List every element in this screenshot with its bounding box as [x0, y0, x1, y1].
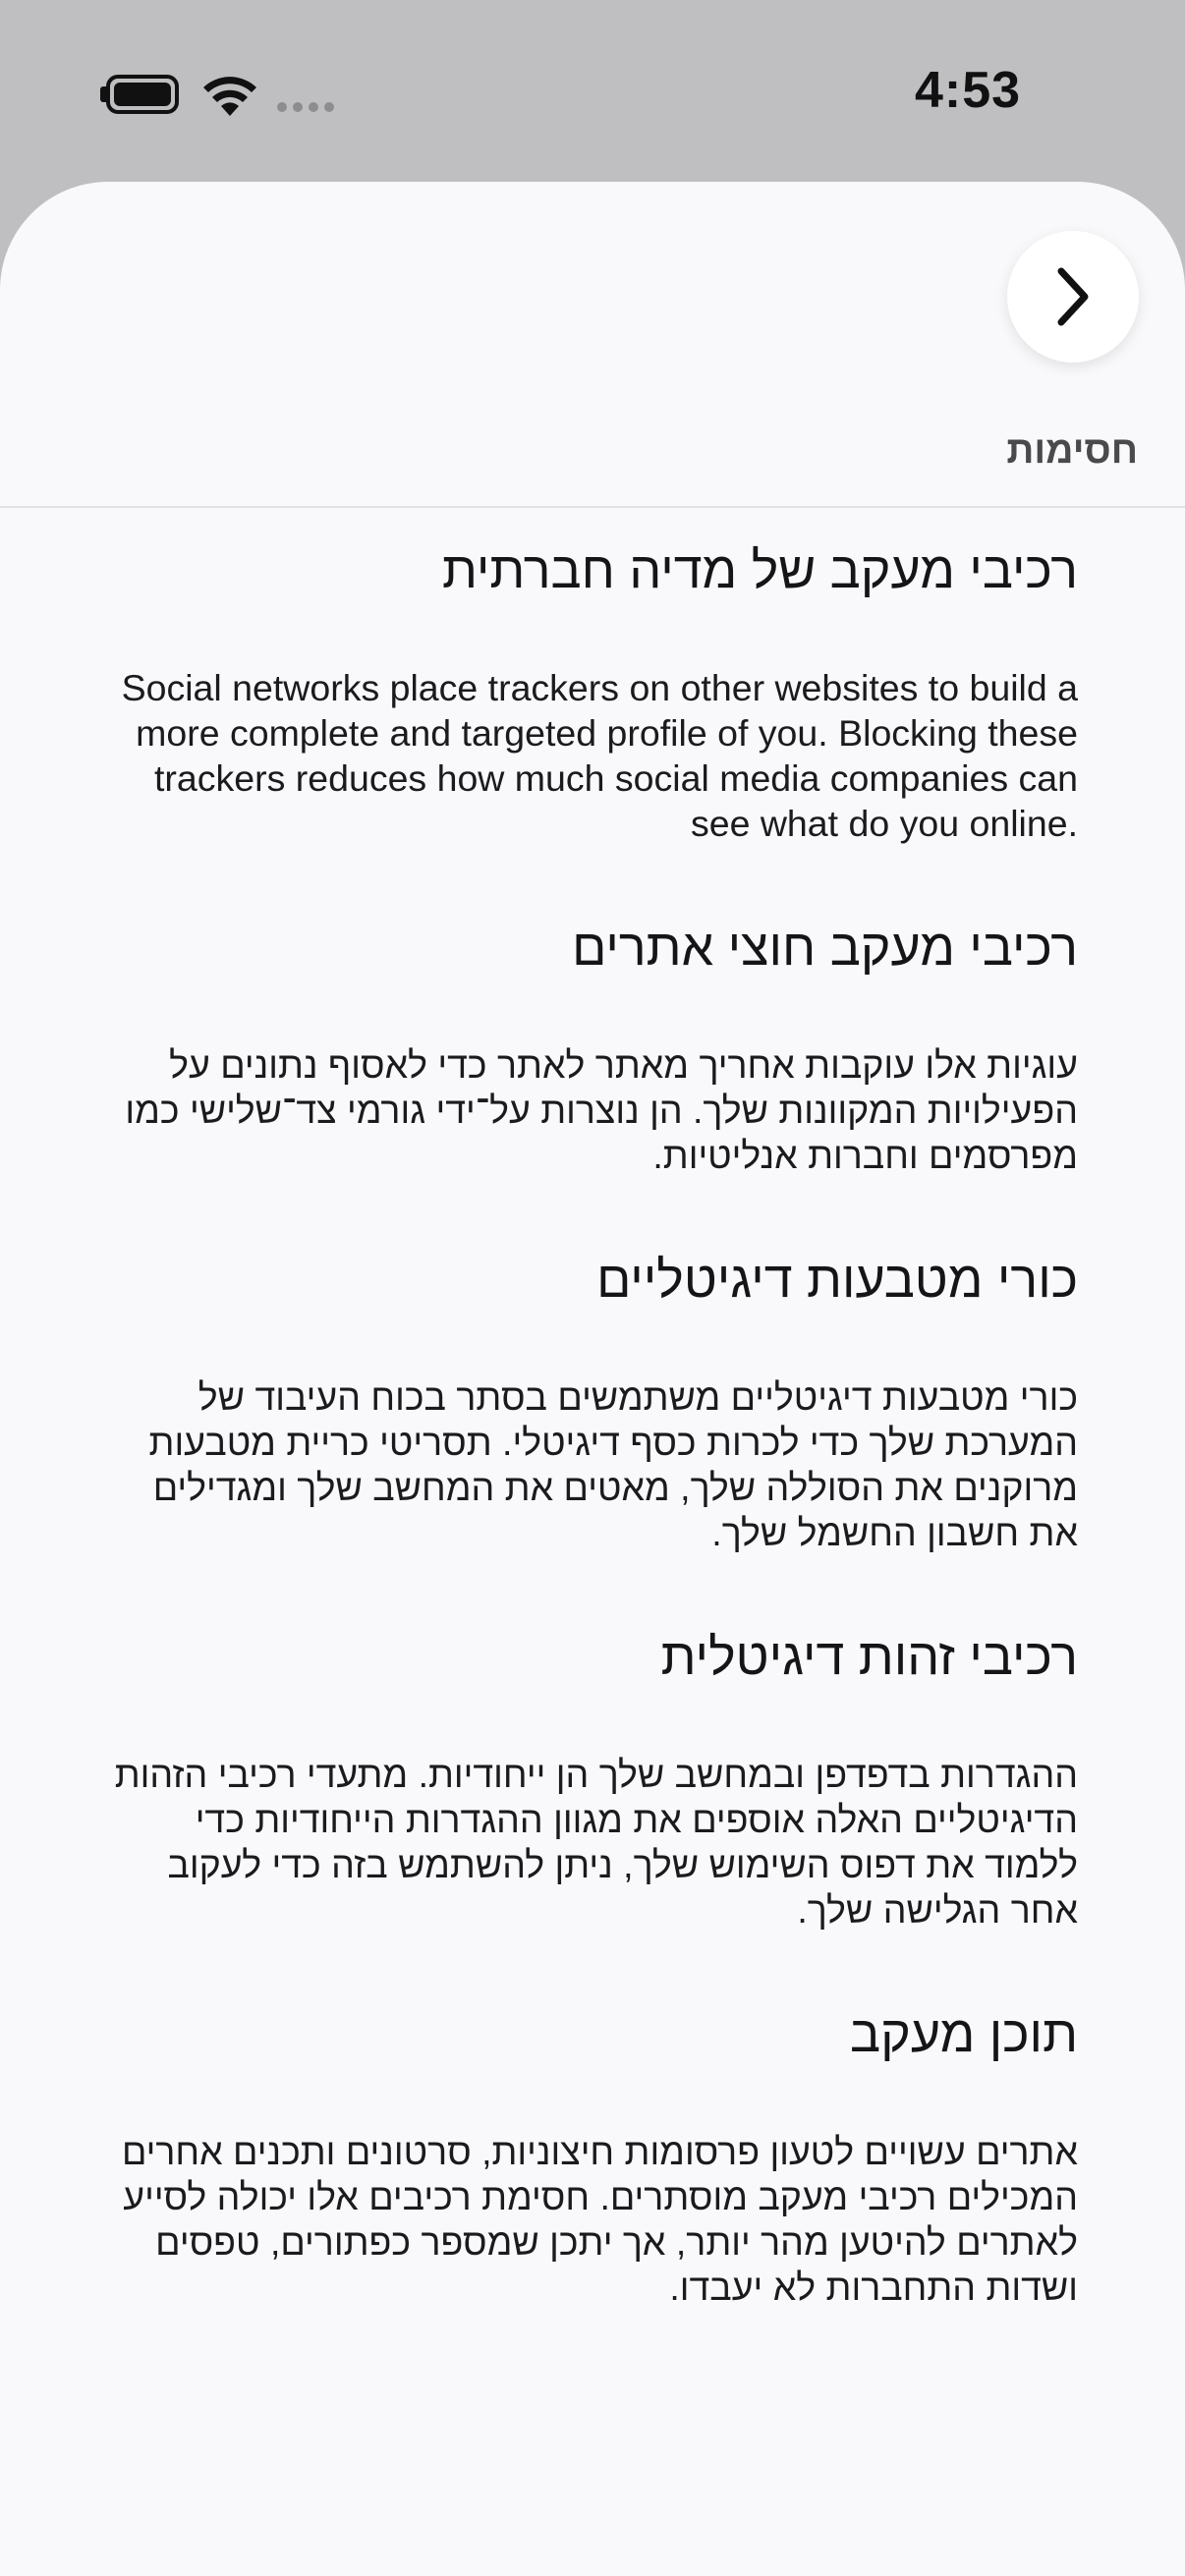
wifi-icon — [202, 73, 257, 118]
section-heading: רכיבי זהות דיגיטלית — [660, 1629, 1078, 1686]
cellular-signal-icon — [277, 102, 336, 114]
status-bar — [0, 0, 1185, 182]
section-heading: תוכן מעקב — [850, 2006, 1078, 2063]
section-body: כורי מטבעות דיגיטליים משתמשים בסתר בכוח העיבוד של המערכת שלך כדי לכרות כסף דיגיטלי. תסריטי כריית מטבעות מרוקנים את הסוללה שלך, מאטים את המחשב שלך ומגדילים את חשבון החשמל שלך. — [148, 1376, 1078, 1553]
section-body: אתרים עשויים לטעון פרסומות חיצוניות, סרטונים ותכנים אחרים המכילים רכיבי מעקב מוסתרים. חסימת רכיבים אלו יכולה לסייע לאתרים להיטען מהר יותר, אך יתכן שמספר כפתורים, טפסים ושדות התחברות לא יעבדו. — [121, 2131, 1078, 2308]
section-cross-site-trackers — [108, 913, 1078, 1178]
back-button[interactable] — [1007, 231, 1139, 363]
blockers-content — [108, 535, 1078, 2377]
blockers-sheet — [0, 182, 1185, 2576]
header-divider — [0, 506, 1185, 508]
section-body: Social networks place trackers on other websites to build a more complete and targeted profile of you. Blocking these trackers reduces how much social media companies can see what do you online. — [121, 667, 1078, 844]
section-fingerprinters — [108, 1622, 1078, 1932]
section-heading: רכיבי מעקב חוצי אתרים — [572, 920, 1078, 977]
section-heading: כורי מטבעות דיגיטליים — [596, 1252, 1078, 1309]
section-heading: רכיבי מעקב של מדיה חברתית — [441, 542, 1078, 599]
status-time: 4:53 — [914, 62, 1022, 119]
battery-icon — [106, 75, 179, 114]
section-social-trackers — [108, 535, 1078, 846]
section-cryptominers — [108, 1245, 1078, 1555]
chevron-right-icon — [1051, 265, 1095, 328]
section-body: ההגדרות בדפדפן ובמחשב שלך הן ייחודיות. מתעדי רכיבי הזהות הדיגיטליים האלה אוספים את מגוון ההגדרות הייחודיות כדי ללמוד את דפוס השימוש שלך, ניתן להשתמש בזה כדי לעקוב אחר הגלישה שלך. — [114, 1754, 1078, 1931]
page-title: חסימות — [1006, 429, 1138, 472]
section-body: עוגיות אלו עוקבות אחריך מאתר לאתר כדי לאסוף נתונים על הפעילויות המקוונות שלך. הן נוצרות על־ידי גורמי צד־שלישי כמו מפרסמים וחברות אנליטיות. — [125, 1044, 1078, 1176]
section-tracking-content — [108, 1999, 1078, 2310]
